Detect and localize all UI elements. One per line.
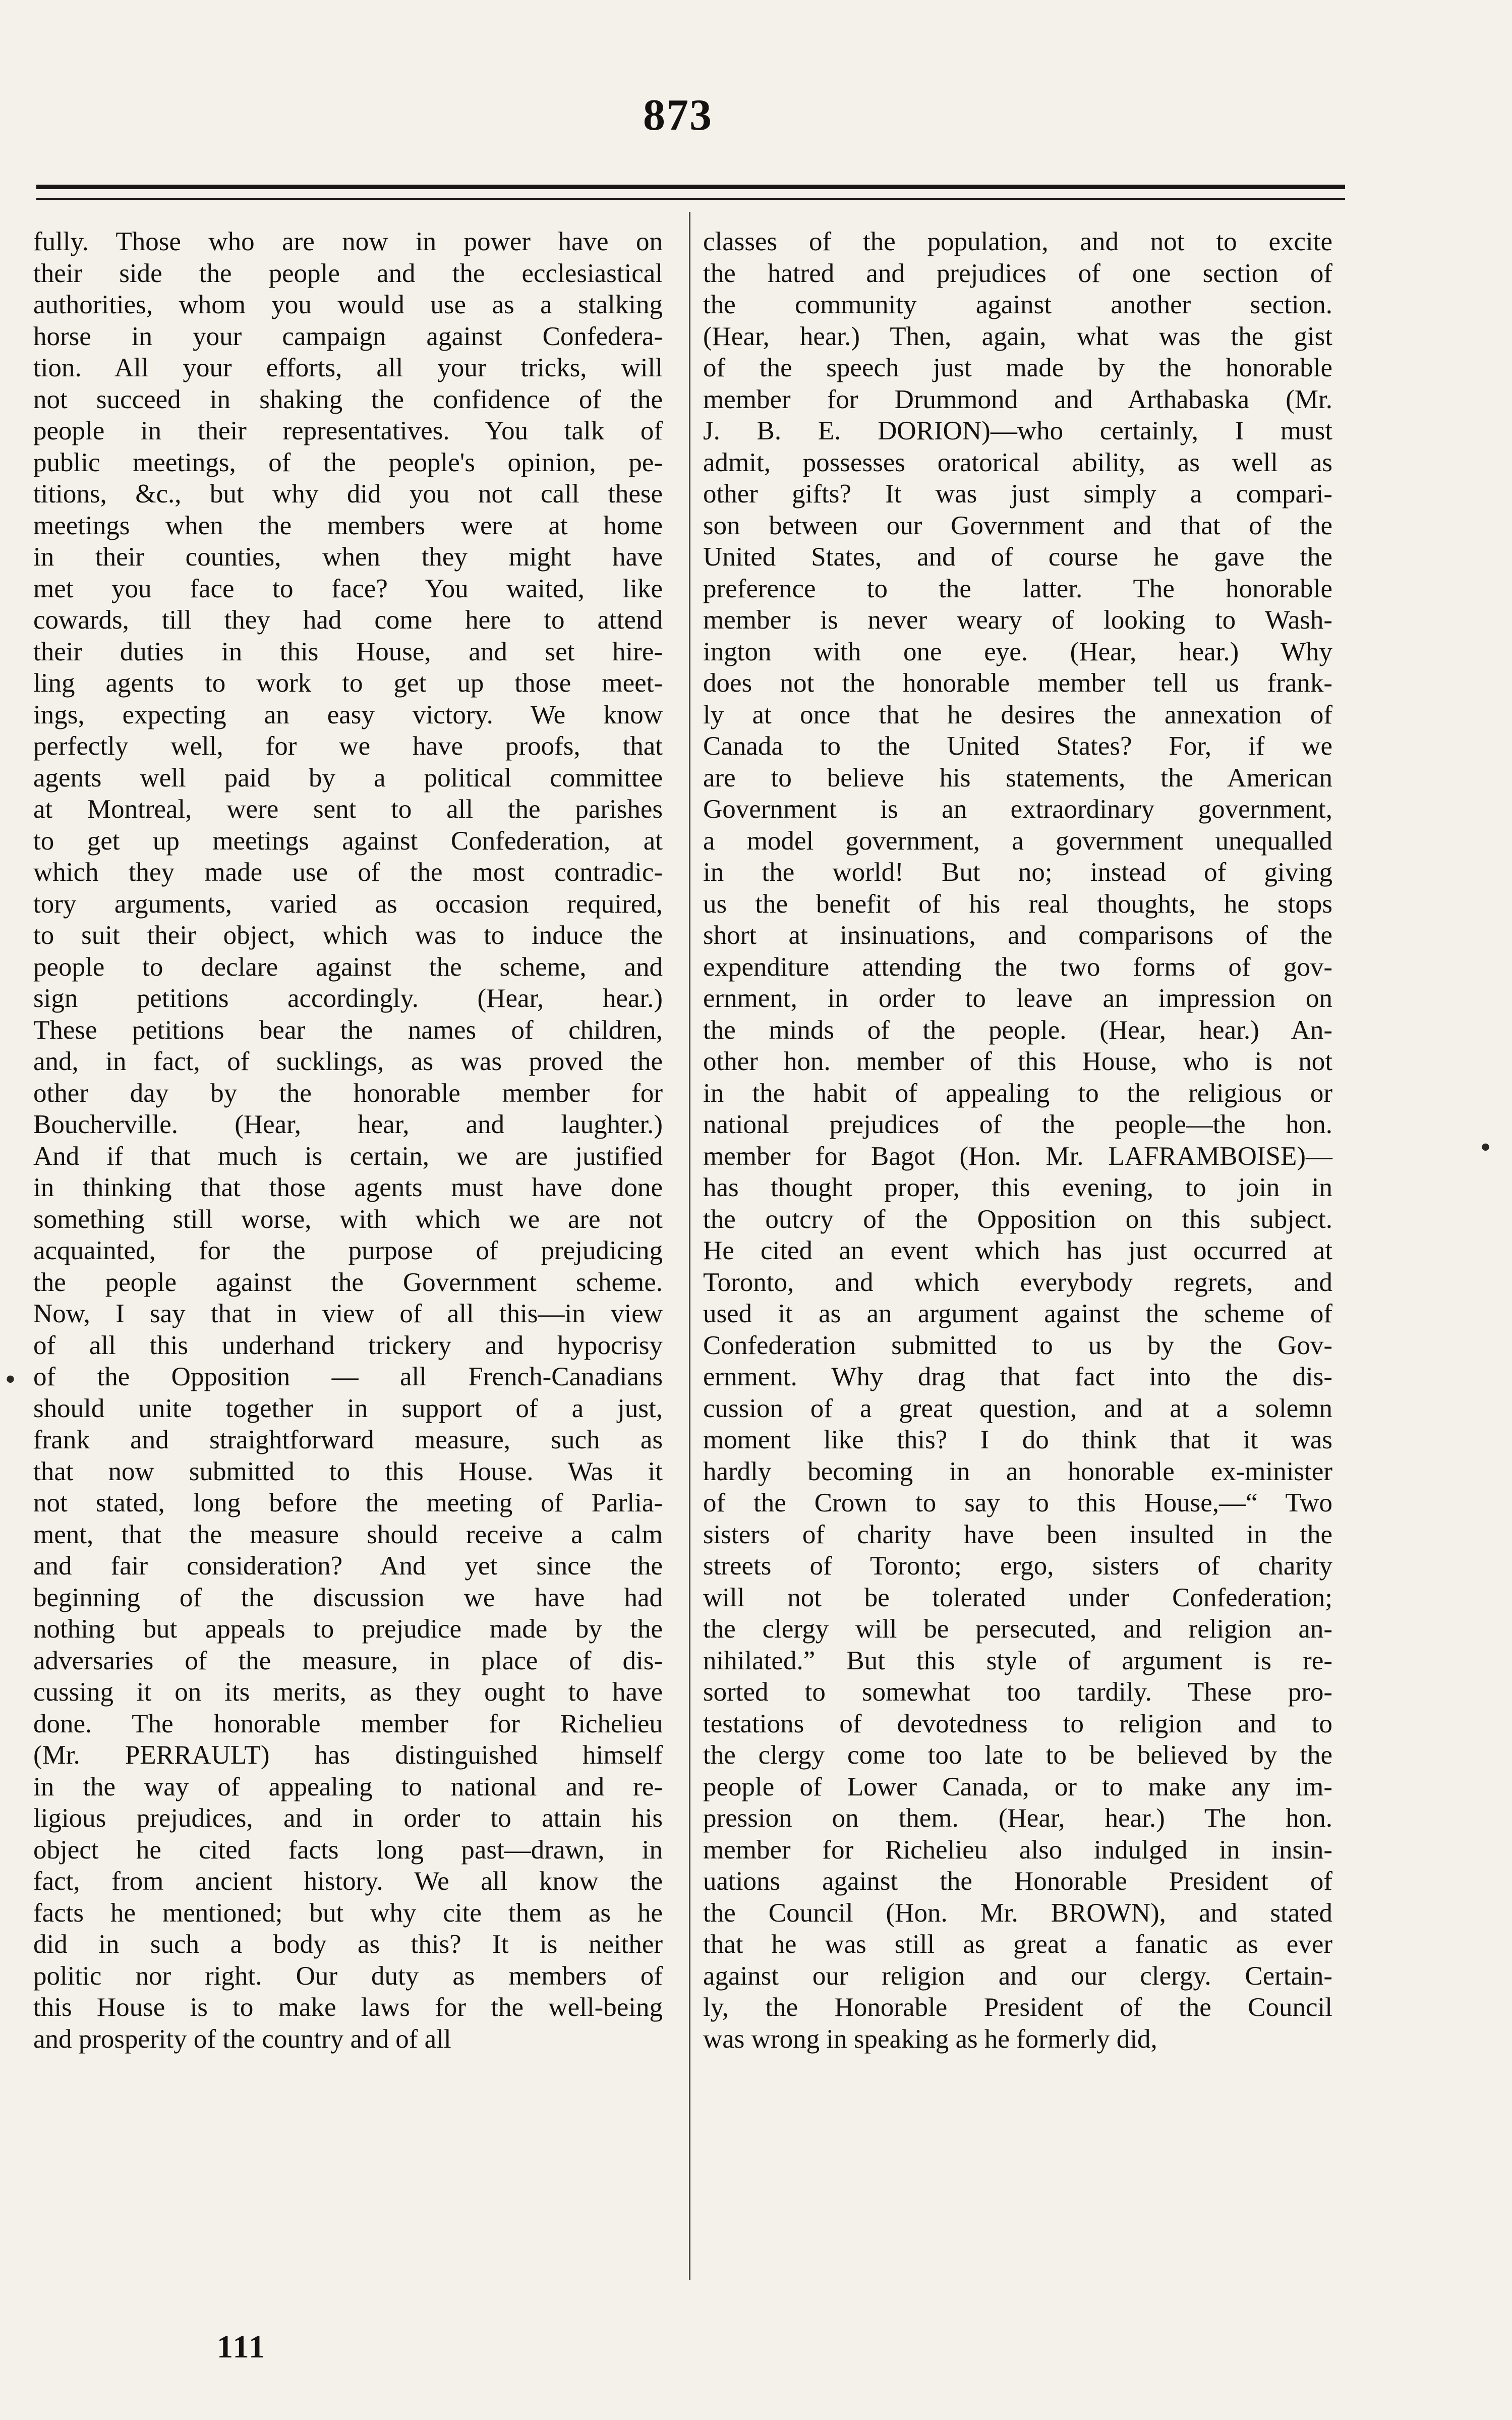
text-line: was wrong in speaking as he formerly did,: [703, 2024, 1157, 2054]
text-line: authorities, whom you would use as a stalking: [33, 290, 663, 319]
text-line: ly, the Honorable President of the Council: [703, 1993, 1332, 2022]
text-line: acquainted, for the purpose of prejudicing: [33, 1236, 663, 1265]
signature-mark: 111: [217, 2329, 266, 2365]
text-line: other hon. member of this House, who is not: [703, 1047, 1332, 1076]
text-line: member is never weary of looking to Wash-: [703, 605, 1332, 635]
text-line: cussion of a great question, and at a solemn: [703, 1393, 1332, 1423]
text-line: cussing it on its merits, as they ought to have: [33, 1677, 663, 1707]
text-line: a model government, a government unequalled: [703, 826, 1332, 856]
text-line: that he was still as great a fanatic as ever: [703, 1930, 1332, 1959]
text-line: Government is an extraordinary government,: [703, 795, 1332, 824]
text-line: (Mr. PERRAULT) has distinguished himself: [33, 1740, 663, 1770]
text-line: sorted to somewhat too tardily. These pro-: [703, 1677, 1332, 1707]
text-line: to suit their object, which was to induce the: [33, 921, 663, 950]
text-line: Confederation submitted to us by the Gov-: [703, 1330, 1332, 1360]
margin-speck: •: [1480, 1131, 1491, 1164]
text-line: in the world! But no; instead of giving: [703, 858, 1332, 887]
text-line: the clergy come too late to be believed by the: [703, 1740, 1332, 1770]
text-line: which they made use of the most contradic-: [33, 858, 663, 887]
text-line: people in their representatives. You talk of: [33, 416, 663, 445]
text-line: And if that much is certain, we are justified: [33, 1141, 663, 1171]
text-line: at Montreal, were sent to all the parishes: [33, 795, 663, 824]
text-line: of the Crown to say to this House,—“ Two: [703, 1488, 1332, 1517]
text-line: sisters of charity have been insulted in the: [703, 1519, 1332, 1549]
text-line: will not be tolerated under Confederation;: [703, 1583, 1332, 1612]
text-line: tory arguments, varied as occasion required,: [33, 889, 663, 919]
text-line: the Council (Hon. Mr. BROWN), and stated: [703, 1898, 1332, 1928]
text-line: us the benefit of his real thoughts, he stops: [703, 889, 1332, 919]
text-line: nihilated.” But this style of argument is re-: [703, 1646, 1332, 1675]
text-line: ly at once that he desires the annexation of: [703, 700, 1332, 729]
text-line: the hatred and prejudices of one section of: [703, 258, 1332, 288]
text-line: nothing but appeals to prejudice made by the: [33, 1614, 663, 1644]
text-line: frank and straightforward measure, such as: [33, 1425, 663, 1454]
text-line: this House is to make laws for the well-being: [33, 1993, 663, 2022]
text-line: classes of the population, and not to excite: [703, 227, 1332, 256]
text-line: national prejudices of the people—the hon.: [703, 1110, 1332, 1139]
text-line: streets of Toronto; ergo, sisters of charity: [703, 1551, 1332, 1581]
text-line: their duties in this House, and set hire-: [33, 637, 663, 666]
text-line: member for Bagot (Hon. Mr. LAFRAMBOISE)—: [703, 1141, 1332, 1171]
text-line: to get up meetings against Confederation, at: [33, 826, 663, 856]
text-line: Boucherville. (Hear, hear, and laughter.): [33, 1110, 663, 1139]
text-line: member for Richelieu also indulged in insin-: [703, 1835, 1332, 1865]
text-line: titions, &c., but why did you not call these: [33, 479, 663, 509]
text-line: in thinking that those agents must have done: [33, 1173, 663, 1202]
text-line: the people against the Government scheme.: [33, 1267, 663, 1297]
left-column: [33, 226, 663, 2055]
text-line: in the way of appealing to national and re-: [33, 1772, 663, 1802]
text-line: moment like this? I do think that it was: [703, 1425, 1332, 1454]
text-line: cowards, till they had come here to attend: [33, 605, 663, 635]
header-rule-thick: [36, 185, 1345, 189]
text-line: ings, expecting an easy victory. We know: [33, 700, 663, 729]
text-line: short at insinuations, and comparisons of the: [703, 921, 1332, 950]
text-line: not stated, long before the meeting of Parlia-: [33, 1488, 663, 1517]
text-line: public meetings, of the people's opinion, pe-: [33, 447, 663, 477]
text-line: the minds of the people. (Hear, hear.) An-: [703, 1015, 1332, 1045]
text-line: of the Opposition — all French-Canadians: [33, 1362, 663, 1391]
text-line: the outcry of the Opposition on this subject.: [703, 1204, 1332, 1234]
text-line: fully. Those who are now in power have on: [33, 227, 663, 256]
text-line: Now, I say that in view of all this—in view: [33, 1299, 663, 1328]
text-line: tion. All your efforts, all your tricks, will: [33, 353, 663, 382]
text-line: ment, that the measure should receive a calm: [33, 1519, 663, 1549]
text-line: horse in your campaign against Confedera-: [33, 321, 663, 351]
right-column: [703, 226, 1332, 2055]
text-line: people to declare against the scheme, and: [33, 952, 663, 982]
text-line: agents well paid by a political committee: [33, 763, 663, 793]
text-line: politic nor right. Our duty as members of: [33, 1961, 663, 1991]
text-line: ernment, in order to leave an impression on: [703, 984, 1332, 1013]
text-line: member for Drummond and Arthabaska (Mr.: [703, 384, 1332, 414]
text-line: of the speech just made by the honorable: [703, 353, 1332, 382]
text-line: and fair consideration? And yet since the: [33, 1551, 663, 1581]
text-line: Canada to the United States? For, if we: [703, 731, 1332, 761]
text-line: facts he mentioned; but why cite them as he: [33, 1898, 663, 1928]
text-line: pression on them. (Hear, hear.) The hon.: [703, 1804, 1332, 1833]
text-line: and prosperity of the country and of all: [33, 2024, 451, 2054]
text-line: ernment. Why drag that fact into the dis-: [703, 1362, 1332, 1391]
text-line: He cited an event which has just occurred at: [703, 1236, 1332, 1265]
text-line: the community against another section.: [703, 290, 1332, 319]
header-rule-thin: [36, 198, 1345, 200]
text-line: These petitions bear the names of children,: [33, 1015, 663, 1045]
text-line: should unite together in support of a just,: [33, 1393, 663, 1423]
text-line: not succeed in shaking the confidence of the: [33, 384, 663, 414]
text-line: ling agents to work to get up those meet-: [33, 668, 663, 698]
margin-speck: •: [5, 1363, 16, 1396]
text-line: beginning of the discussion we have had: [33, 1583, 663, 1612]
text-line: that now submitted to this House. Was it: [33, 1456, 663, 1486]
text-line: done. The honorable member for Richelieu: [33, 1709, 663, 1738]
text-line: their side the people and the ecclesiastical: [33, 258, 663, 288]
text-line: son between our Government and that of the: [703, 511, 1332, 540]
text-line: hardly becoming in an honorable ex-minister: [703, 1456, 1332, 1486]
text-line: something still worse, with which we are not: [33, 1204, 663, 1234]
text-line: people of Lower Canada, or to make any im-: [703, 1772, 1332, 1802]
text-line: adversaries of the measure, in place of dis-: [33, 1646, 663, 1675]
text-line: against our religion and our clergy. Certain-: [703, 1961, 1332, 1991]
text-line: fact, from ancient history. We all know the: [33, 1867, 663, 1896]
text-line: Toronto, and which everybody regrets, and: [703, 1267, 1332, 1297]
page-number: 873: [643, 91, 713, 140]
text-line: did in such a body as this? It is neither: [33, 1930, 663, 1959]
text-line: testations of devotedness to religion and to: [703, 1709, 1332, 1738]
text-line: J. B. E. DORION)—who certainly, I must: [703, 416, 1332, 445]
text-line: are to believe his statements, the American: [703, 763, 1332, 793]
text-line: the clergy will be persecuted, and religion an-: [703, 1614, 1332, 1644]
text-line: perfectly well, for we have proofs, that: [33, 731, 663, 761]
text-line: ligious prejudices, and in order to attain his: [33, 1804, 663, 1833]
text-line: other gifts? It was just simply a compari-: [703, 479, 1332, 509]
text-line: sign petitions accordingly. (Hear, hear.): [33, 984, 663, 1013]
text-line: does not the honorable member tell us frank-: [703, 668, 1332, 698]
text-line: used it as an argument against the scheme of: [703, 1299, 1332, 1328]
text-line: in the habit of appealing to the religious or: [703, 1078, 1332, 1108]
text-line: admit, possesses oratorical ability, as well as: [703, 447, 1332, 477]
text-line: ington with one eye. (Hear, hear.) Why: [703, 637, 1332, 666]
text-line: has thought proper, this evening, to join in: [703, 1173, 1332, 1202]
text-line: United States, and of course he gave the: [703, 542, 1332, 572]
text-line: meetings when the members were at home: [33, 511, 663, 540]
text-line: other day by the honorable member for: [33, 1078, 663, 1108]
text-line: of all this underhand trickery and hypocrisy: [33, 1330, 663, 1360]
text-line: expenditure attending the two forms of gov-: [703, 952, 1332, 982]
text-line: uations against the Honorable President of: [703, 1867, 1332, 1896]
text-line: in their counties, when they might have: [33, 542, 663, 572]
text-line: met you face to face? You waited, like: [33, 574, 663, 603]
column-divider: [689, 212, 690, 2280]
text-line: object he cited facts long past—drawn, in: [33, 1835, 663, 1865]
text-line: (Hear, hear.) Then, again, what was the gist: [703, 321, 1332, 351]
text-line: and, in fact, of sucklings, as was proved the: [33, 1047, 663, 1076]
text-line: preference to the latter. The honorable: [703, 574, 1332, 603]
